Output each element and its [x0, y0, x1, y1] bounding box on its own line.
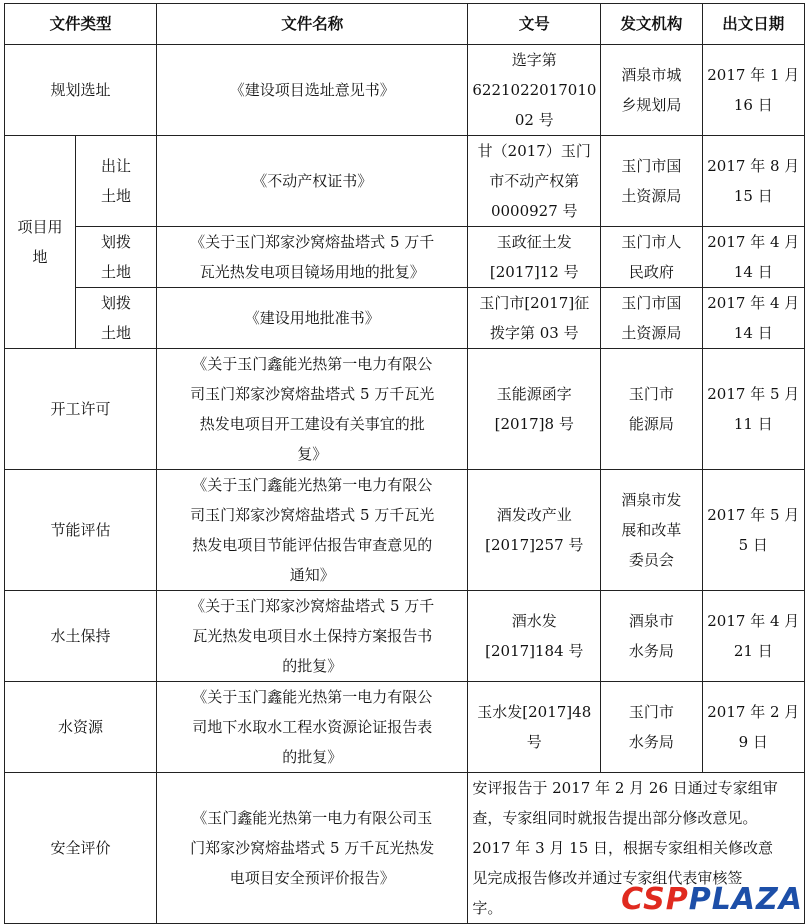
cell-agency: 玉门市人 民政府: [601, 227, 702, 288]
cell-name: 《关于玉门郑家沙窝熔盐塔式 5 万千 瓦光热发电项目镜场用地的批复》: [157, 227, 468, 288]
cell-type: 水土保持: [5, 591, 157, 682]
cell-type: 水资源: [5, 682, 157, 773]
table-row: [5, 349, 805, 470]
header-row: [5, 4, 805, 45]
table-row: [5, 288, 805, 349]
cell-date: 2017 年 4 月 14 日: [702, 227, 804, 288]
header-file-name: 文件名称: [157, 4, 468, 45]
cell-type: 开工许可: [5, 349, 157, 470]
cell-number: 玉能源函字 [2017]8 号: [468, 349, 601, 470]
document-table: [4, 3, 805, 924]
cell-type: 节能评估: [5, 470, 157, 591]
cell-group: 项目用 地: [5, 136, 76, 349]
cell-date: 2017 年 2 月 9 日: [702, 682, 804, 773]
cell-name: 《玉门鑫能光热第一电力有限公司玉 门郑家沙窝熔盐塔式 5 万千瓦光热发 电项目安全预评价报告》: [157, 773, 468, 924]
cell-agency: 酒泉市 水务局: [601, 591, 702, 682]
cell-subtype: 出让 土地: [75, 136, 156, 227]
cell-date: 2017 年 1 月 16 日: [702, 45, 804, 136]
csp-plaza-watermark: CSPPLAZA: [621, 882, 803, 917]
cell-number: 玉政征土发 [2017]12 号: [468, 227, 601, 288]
table-row: [5, 591, 805, 682]
cell-number: 玉水发[2017]48 号: [468, 682, 601, 773]
cell-merged-note: 安评报告于 2017 年 2 月 26 日通过专家组审 查，专家组同时就报告提出部分修改意见。 2017 年 3 月 15 日，根据专家组相关修改意 见完成报告修改并通过专家组代表审核签 字。: [468, 773, 805, 924]
cell-name: 《关于玉门鑫能光热第一电力有限公 司地下水取水工程水资源论证报告表 的批复》: [157, 682, 468, 773]
header-date: 出文日期: [702, 4, 804, 45]
cell-agency: 玉门市 水务局: [601, 682, 702, 773]
cell-date: 2017 年 5 月 5 日: [702, 470, 804, 591]
cell-name: 《关于玉门鑫能光热第一电力有限公 司玉门郑家沙窝熔盐塔式 5 万千瓦光 热发电项目开工建设有关事宜的批 复》: [157, 349, 468, 470]
cell-number: 酒水发 [2017]184 号: [468, 591, 601, 682]
cell-date: 2017 年 5 月 11 日: [702, 349, 804, 470]
cell-number: 玉门市[2017]征 拨字第 03 号: [468, 288, 601, 349]
header-file-type: 文件类型: [5, 4, 157, 45]
cell-subtype: 划拨 土地: [75, 227, 156, 288]
cell-agency: 酒泉市城 乡规划局: [601, 45, 702, 136]
cell-agency: 酒泉市发 展和改革 委员会: [601, 470, 702, 591]
cell-number: 选字第 6221022017010 02 号: [468, 45, 601, 136]
cell-name: 《关于玉门郑家沙窝熔盐塔式 5 万千 瓦光热发电项目水土保持方案报告书 的批复》: [157, 591, 468, 682]
header-agency: 发文机构: [601, 4, 702, 45]
cell-date: 2017 年 4 月 14 日: [702, 288, 804, 349]
table-row: [5, 227, 805, 288]
cell-type: 安全评价: [5, 773, 157, 924]
cell-name: 《关于玉门鑫能光热第一电力有限公 司玉门郑家沙窝熔盐塔式 5 万千瓦光 热发电项目节能评估报告审查意见的 通知》: [157, 470, 468, 591]
cell-number: 酒发改产业 [2017]257 号: [468, 470, 601, 591]
cell-number: 甘（2017）玉门 市不动产权第 0000927 号: [468, 136, 601, 227]
cell-date: 2017 年 8 月 15 日: [702, 136, 804, 227]
header-doc-number: 文号: [468, 4, 601, 45]
cell-date: 2017 年 4 月 21 日: [702, 591, 804, 682]
table-row: [5, 45, 805, 136]
cell-name: 《不动产权证书》: [157, 136, 468, 227]
table-row: [5, 682, 805, 773]
cell-subtype: 划拨 土地: [75, 288, 156, 349]
cell-name: 《建设项目选址意见书》: [157, 45, 468, 136]
table-row: [5, 136, 805, 227]
cell-agency: 玉门市 能源局: [601, 349, 702, 470]
cell-agency: 玉门市国 土资源局: [601, 288, 702, 349]
table-row: [5, 470, 805, 591]
cell-agency: 玉门市国 土资源局: [601, 136, 702, 227]
cell-type: 规划选址: [5, 45, 157, 136]
cell-name: 《建设用地批准书》: [157, 288, 468, 349]
